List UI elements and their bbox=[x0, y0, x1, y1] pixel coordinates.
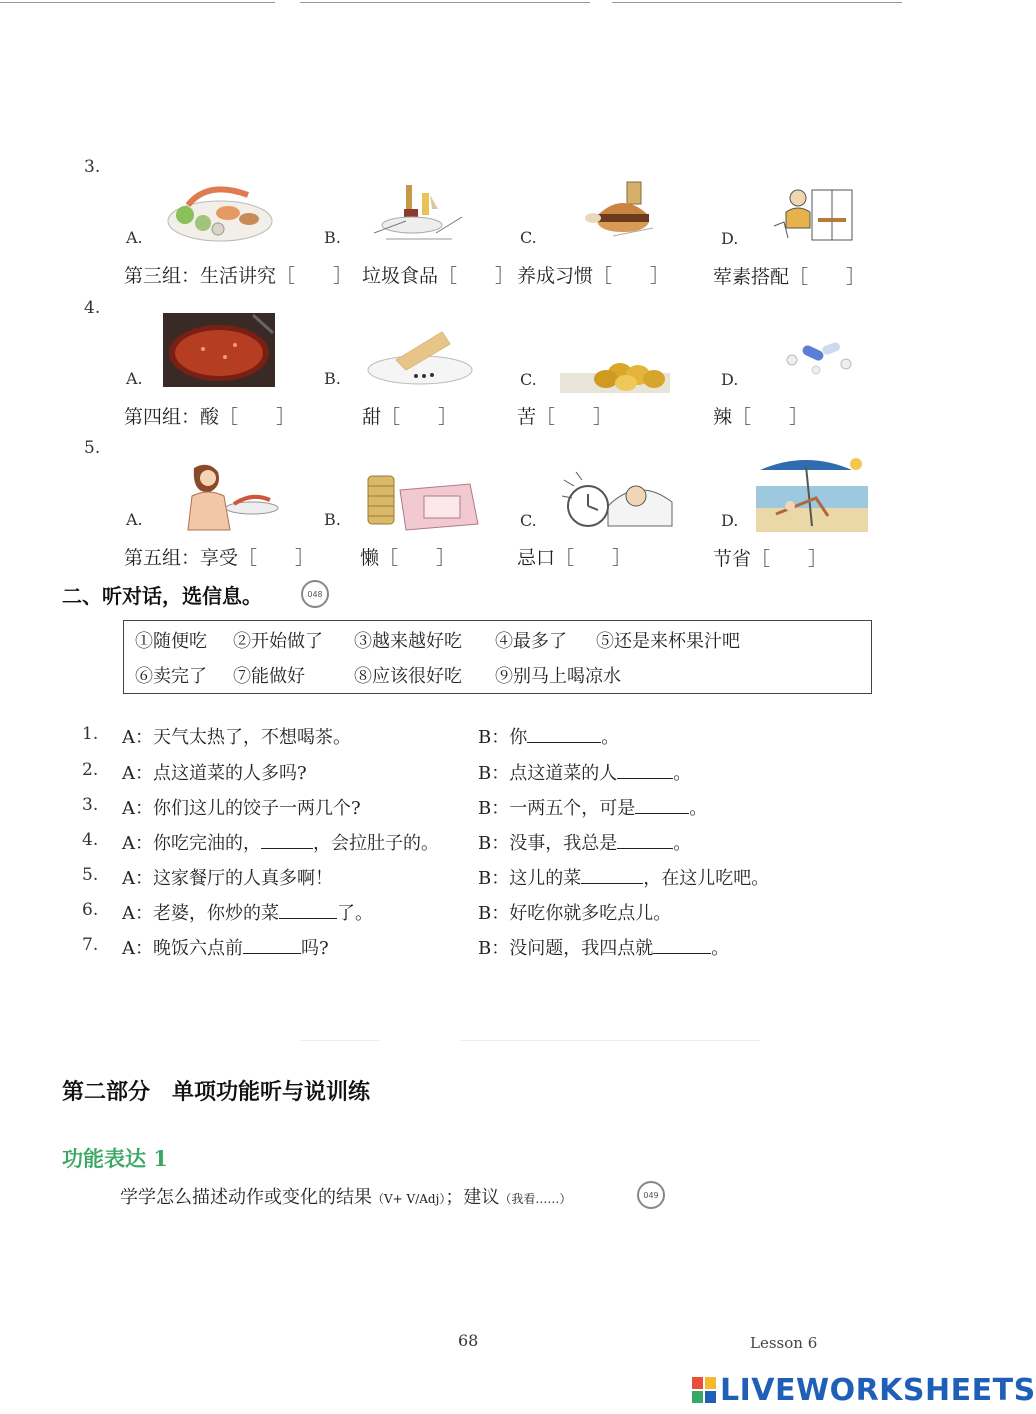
answer-blank[interactable] bbox=[243, 939, 301, 954]
dialogue-number: 3. bbox=[82, 795, 99, 815]
beach-holiday-image bbox=[756, 456, 868, 532]
answer-blank[interactable] bbox=[279, 904, 337, 919]
dialogue-b: B：这儿的菜 ，在这儿吃吧。 bbox=[478, 868, 770, 889]
dialogue-a: A：老婆，你炒的菜 了。 bbox=[122, 903, 373, 924]
family-dinner-image bbox=[768, 184, 860, 248]
term-answer[interactable]: 垃圾食品［ ］ bbox=[362, 265, 515, 287]
group-label: 第四组：酸［ ］ bbox=[124, 406, 296, 428]
dialogue-a: A：你吃完油的， ，会拉肚子的。 bbox=[122, 833, 439, 854]
dialogue-a: A：晚饭六点前 吗? bbox=[122, 938, 329, 959]
dialogue-b: B：一两五个，可是 。 bbox=[478, 798, 708, 819]
term-answer[interactable]: 懒［ ］ bbox=[360, 547, 456, 569]
choices-box bbox=[123, 620, 872, 694]
top-rule bbox=[0, 2, 275, 3]
option-label: A. bbox=[126, 369, 143, 388]
dialogue-b: B：没问题，我四点就 。 bbox=[478, 938, 730, 959]
dialogue-b: B：你 。 bbox=[478, 727, 620, 748]
choice-item: ⑥卖完了 bbox=[135, 666, 207, 687]
term-answer[interactable]: 甜［ ］ bbox=[362, 406, 458, 428]
option-label: C. bbox=[520, 370, 537, 389]
option-label: B. bbox=[324, 228, 341, 247]
dialogue-number: 1. bbox=[82, 724, 99, 744]
dialogue-b: B：没事，我总是 。 bbox=[478, 833, 692, 854]
sleeping-alarm-image bbox=[558, 466, 676, 536]
choice-item: ⑦能做好 bbox=[233, 666, 305, 687]
choice-item: ③越来越好吃 bbox=[354, 631, 462, 652]
liveworksheets-watermark: LIVEWORKSHEETS bbox=[720, 1373, 1036, 1408]
term-answer[interactable]: 养成习惯［ ］ bbox=[517, 265, 670, 287]
audio-track-icon[interactable]: 049 bbox=[637, 1181, 665, 1209]
dialogue-b: B：点这道菜的人 。 bbox=[478, 763, 692, 784]
chili-pot-image bbox=[163, 313, 275, 387]
option-label: D. bbox=[721, 370, 739, 389]
top-rule bbox=[300, 2, 590, 3]
pills-image bbox=[776, 330, 860, 380]
part-title: 第二部分 单项功能听与说训练 bbox=[62, 1079, 371, 1105]
term-answer[interactable]: 荤素搭配［ ］ bbox=[713, 266, 866, 288]
choice-item: ①随便吃 bbox=[135, 631, 207, 652]
option-label: B. bbox=[324, 369, 341, 388]
answer-blank[interactable] bbox=[527, 728, 601, 743]
seafood-platter-image bbox=[163, 175, 277, 245]
burger-fastfood-image bbox=[583, 178, 663, 244]
choice-item: ⑤还是来杯果汁吧 bbox=[596, 631, 740, 652]
group-label: 第五组：享受［ ］ bbox=[124, 547, 315, 569]
dialogue-a: A：天气太热了，不想喝茶。 bbox=[122, 727, 351, 748]
top-rule bbox=[612, 2, 902, 3]
term-answer[interactable]: 节省［ ］ bbox=[713, 548, 828, 570]
term-answer[interactable]: 苦［ ］ bbox=[517, 406, 613, 428]
choice-item: ⑧应该很好吃 bbox=[354, 666, 462, 687]
choice-item: ②开始做了 bbox=[233, 631, 323, 652]
coins-calculator-image bbox=[364, 468, 480, 532]
dialogue-a: A：这家餐厅的人真多啊！ bbox=[122, 868, 333, 889]
group-label: 第三组：生活讲究［ ］ bbox=[124, 265, 353, 287]
answer-blank[interactable] bbox=[617, 834, 673, 849]
dialogue-a: A：点这道菜的人多吗? bbox=[122, 763, 307, 784]
question-number: 3. bbox=[84, 157, 101, 177]
option-label: D. bbox=[721, 511, 739, 530]
option-label: C. bbox=[520, 228, 537, 247]
answer-blank[interactable] bbox=[261, 834, 313, 849]
question-number: 5. bbox=[84, 438, 101, 458]
answer-blank[interactable] bbox=[581, 869, 643, 884]
option-label: B. bbox=[324, 510, 341, 529]
dialogue-number: 2. bbox=[82, 760, 99, 780]
question-number: 4. bbox=[84, 298, 101, 318]
section-title: 二、听对话，选信息。 bbox=[62, 584, 262, 608]
cheesecake-image bbox=[366, 320, 474, 388]
term-answer[interactable]: 辣［ ］ bbox=[713, 406, 809, 428]
woman-eating-image bbox=[172, 460, 282, 530]
dialogue-number: 6. bbox=[82, 900, 99, 920]
scan-band bbox=[460, 1040, 760, 1041]
option-label: A. bbox=[126, 510, 143, 529]
option-label: C. bbox=[520, 511, 537, 530]
choice-item: ④最多了 bbox=[495, 631, 567, 652]
answer-blank[interactable] bbox=[635, 799, 689, 814]
lesson-label: Lesson 6 bbox=[750, 1334, 818, 1352]
function-title: 功能表达 1 bbox=[62, 1146, 168, 1171]
option-label: D. bbox=[721, 229, 739, 248]
answer-blank[interactable] bbox=[617, 764, 673, 779]
scan-band bbox=[300, 1040, 380, 1041]
dialogue-number: 7. bbox=[82, 935, 99, 955]
dialogue-b: B：好吃你就多吃点儿。 bbox=[478, 903, 672, 924]
answer-blank[interactable] bbox=[653, 939, 711, 954]
page-number: 68 bbox=[458, 1331, 479, 1350]
dialogue-a: A：你们这儿的饺子一两几个? bbox=[122, 798, 361, 819]
liveworksheets-logo-icon bbox=[692, 1377, 716, 1403]
lemons-image bbox=[560, 343, 670, 393]
dining-table-image bbox=[366, 181, 466, 245]
option-label: A. bbox=[126, 228, 143, 247]
audio-track-icon[interactable]: 048 bbox=[301, 580, 329, 608]
choice-item: ⑨别马上喝凉水 bbox=[495, 666, 621, 687]
instruction-line: 学学怎么描述动作或变化的结果（V+ V/Adj）；建议（我看……） bbox=[120, 1187, 572, 1208]
dialogue-number: 4. bbox=[82, 830, 99, 850]
dialogue-number: 5. bbox=[82, 865, 99, 885]
term-answer[interactable]: 忌口［ ］ bbox=[517, 547, 632, 569]
